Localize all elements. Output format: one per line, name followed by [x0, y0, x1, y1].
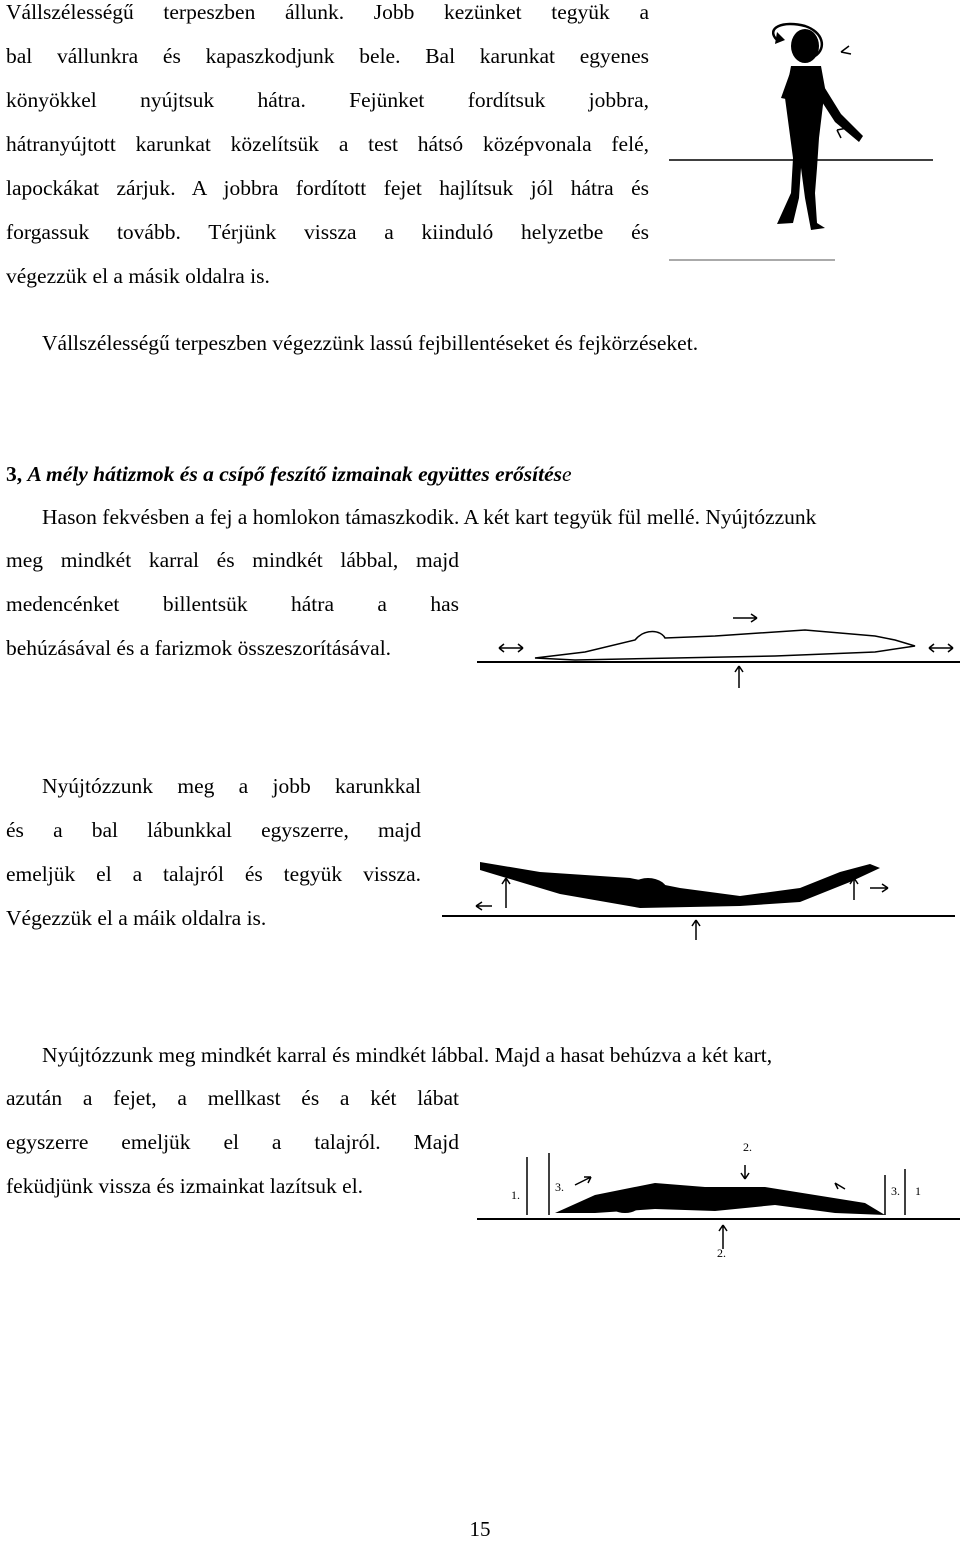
section4-first-line: Nyújtózzunk meg mindkét karral és mindkét lábbal. Majd a hasat behúzva a két kart,: [42, 1043, 773, 1067]
text-line: Vállszélességű terpeszben állunk. Jobb kezünket tegyük a: [6, 0, 649, 24]
section-heading: [6, 459, 572, 489]
section-number: 3,: [6, 462, 23, 486]
text-line: Végezzük el a máik oldalra is.: [6, 906, 267, 930]
text-line: azután a fejet, a mellkast és a két lábat: [6, 1086, 459, 1110]
section2-paragraph: [6, 538, 459, 670]
text-line: medencénket billentsük hátra a has: [6, 592, 459, 616]
figure-label: 3.: [891, 1184, 900, 1198]
section-title: A mély hátizmok és a csípő feszítő izmainak együttes erősítés: [27, 462, 563, 486]
head-exercise-line: Vállszélességű terpeszben végezzünk lassú fejbillentéseket és fejkörzéseket.: [42, 331, 699, 355]
text-line: Nyújtózzunk meg a jobb karunkkal: [42, 774, 421, 798]
figure-label: 1.: [511, 1188, 520, 1202]
text-line: bal vállunkra és kapaszkodjunk bele. Bal karunkat egyenes: [6, 44, 649, 68]
text-line: végezzük el a másik oldalra is.: [6, 264, 270, 288]
text-line: egyszerre emeljük el a talajról. Majd: [6, 1130, 459, 1154]
text-line: hátranyújtott karunkat közelítsük a test hátsó középvonala felé,: [6, 132, 649, 156]
prone-full-raise-illustration: [475, 1125, 960, 1265]
figure-label: 1: [915, 1184, 921, 1198]
text-line: lapockákat zárjuk. A jobbra fordított fejet hajlítsuk jól hátra és: [6, 176, 649, 200]
standing-figure-illustration: [665, 18, 940, 268]
prone-stretch-illustration: [475, 600, 960, 700]
section-title-tail: e: [562, 462, 572, 486]
text-line: forgassuk tovább. Térjünk vissza a kiinduló helyzetbe és: [6, 220, 649, 244]
section3-paragraph: [6, 764, 421, 940]
page-number: 15: [469, 1517, 491, 1541]
section4-paragraph: [6, 1076, 459, 1208]
text-line: könyökkel nyújtsuk hátra. Fejünket fordítsuk jobbra,: [6, 88, 649, 112]
section2-first-line: Hason fekvésben a fej a homlokon támaszkodik. A két kart tegyük fül mellé. Nyújtózzunk: [42, 505, 817, 529]
figure-label: 2.: [743, 1140, 752, 1154]
text-line: meg mindkét karral és mindkét lábbal, majd: [6, 548, 459, 572]
text-line: és a bal lábunkkal egyszerre, majd: [6, 818, 421, 842]
text-line: feküdjünk vissza és izmainkat lazítsuk el.: [6, 1174, 364, 1198]
text-line: behúzásával és a farizmok összeszorításával.: [6, 636, 392, 660]
figure-label: 2.: [717, 1246, 726, 1260]
prone-arm-leg-raise-illustration: [440, 848, 955, 948]
figure-label: 3.: [555, 1180, 564, 1194]
section1-paragraph: [6, 0, 649, 298]
text-line: emeljük el a talajról és tegyük vissza.: [6, 862, 421, 886]
